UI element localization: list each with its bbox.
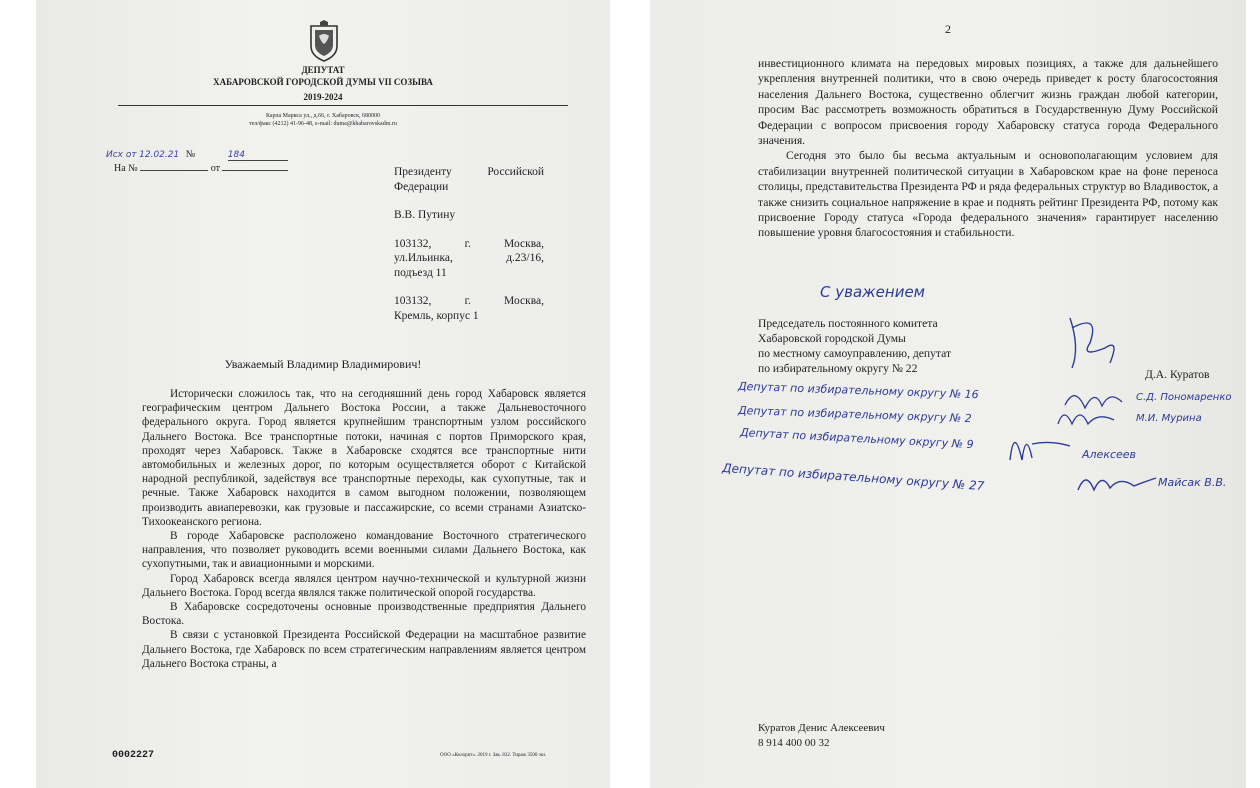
cosigner-1-role: Депутат по избирательному округу № 16	[737, 379, 979, 402]
cosigner-4-role: Депутат по избирательному округу № 27	[721, 460, 985, 494]
letterhead-years: 2019-2024	[303, 92, 343, 102]
cosigner-2-name: М.И. Мурина	[1136, 413, 1202, 424]
letter-body-page2	[758, 56, 1218, 241]
recipient-addr1-line3: подъезд 11	[394, 266, 447, 279]
ref-no-label: №	[185, 149, 196, 160]
letterhead-contacts: тел/факс (4212) 41-96-48, e-mail: duma@khabarovskadm.ru	[249, 121, 397, 127]
letter-page-2	[650, 0, 1246, 788]
paragraph: инвестиционного климата на передовых мировых позициях, а также для дальнейшего укрепления внутренней политики, что в свою очередь приведет к росту благосостояния населения Дальнего Востока, существенно облегчит жизнь граждан любой категории, просим Вас рассмотреть возможность обратиться в Государственную Думу Российской Федерации с вопросом присвоения городу Хабаровску статуса города Федерального значения.	[758, 57, 1218, 148]
recipient-addr1-line2: ул.Ильинка, д.23/16,	[394, 252, 544, 264]
paragraph: В Хабаровске сосредоточены основные производственные предприятия Дальнего Востока.	[142, 601, 586, 628]
recipient-name: В.В. Путину	[394, 209, 456, 221]
letterhead-title-2: ХАБАРОВСКОЙ ГОРОДСКОЙ ДУМЫ VII СОЗЫВА	[213, 77, 433, 87]
cosigner-3-name: Алексеев	[1082, 448, 1137, 461]
printer-note: ООО «Колорит». 2019 г. Зак. 832. Тираж 3500 экз.	[440, 753, 547, 758]
signature-cosigner-3	[1000, 420, 1080, 468]
paragraph: Сегодня это было бы весьма актуальным и основополагающим условием для стабилизации внутренней политической ситуации в Хабаровском крае на фоне переноса столицы, представительства Президента РФ и ряда федеральных структур во Владивосток, а также снизить социальное напряжение в крае и поднять рейтинг Президента РФ, потому как присвоение Городу статуса «Города федерального значения» гарантирует населению повышение уровня благосостояния и стабильности.	[758, 149, 1218, 240]
letter-body-page1	[142, 387, 586, 671]
recipient-line1: Президенту Российской	[394, 166, 544, 178]
ref-date: 12.02.21	[139, 150, 180, 160]
signatory-line1: Председатель постоянного комитета	[758, 317, 938, 330]
cosigner-4-name: Майсак В.В.	[1158, 476, 1227, 489]
paragraph: В связи с установкой Президента Российской Федерации на масштабное развитие Дальнего Востока, где Хабаровск по всем стратегическим направлениям является центром Дальнего Востока страны, а	[142, 629, 586, 670]
serial-number: 0002227	[112, 750, 155, 761]
letter-page-1	[36, 0, 610, 788]
recipient-addr1-line1: 103132, г. Москва,	[394, 237, 544, 250]
cosigner-1-name: С.Д. Пономаренко	[1136, 392, 1232, 403]
cosigner-2-role: Депутат по избирательному округу № 2	[737, 403, 972, 426]
signatory-block	[758, 316, 951, 376]
letterhead-rule	[118, 105, 568, 106]
closing-handwritten: С уважением	[820, 283, 925, 301]
recipient-line2: Федерации	[394, 180, 449, 193]
paragraph: Исторически сложилось так, что на сегодняшний день город Хабаровск является географическим центром Дальнего Востока России, а также Дальневосточного федерального округа. Город является крупнейшим транспортным узлом российского Дальнего Востока. Все транспортные потоки, начиная с портов Приморского края, проходят через Хабаровск. Также в Хабаровске сходятся все транспортные нити автомобильных и железных дорог, по которым осуществляется оборот с Китайской народной республикой, задействуя все транспортные переходы, как сухопутные, так и речные. Также Хабаровск находится в самом выгодном положении, позволяющем производить авиаперевозки, как грузовые и пассажирские, со всеми странами Азиатско-Тихоокеанского региона.	[142, 388, 586, 528]
recipient-addr2-line2: Кремль, корпус 1	[394, 309, 479, 322]
outgoing-ref	[106, 149, 288, 161]
incoming-ref	[114, 163, 288, 174]
coat-of-arms-icon	[307, 20, 341, 62]
paragraph: В городе Хабаровске расположено командование Восточного стратегического направления, что позволяет руководить всеми военными силами Дальнего Востока, как сухопутными, так и авиационными и морскими.	[142, 530, 586, 571]
ot-label: от	[210, 163, 220, 174]
greeting: Уважаемый Владимир Владимирович!	[224, 357, 422, 371]
letterhead-title-1: ДЕПУТАТ	[301, 65, 345, 75]
page-number: 2	[945, 22, 951, 36]
recipient-addr2-line1: 103132, г. Москва,	[394, 295, 544, 307]
recipient-block	[394, 165, 544, 323]
signatory-line2: Хабаровской городской Думы	[758, 332, 906, 345]
cosigner-3-role: Депутат по избирательному округу № 9	[739, 425, 974, 452]
paragraph: Город Хабаровск всегда являлся центром научно-технической и культурной жизни Дальнего Востока. Город всегда являлся также политической опорой государства.	[142, 572, 586, 599]
signatory-line3: по местному самоуправлению, депутат	[758, 347, 952, 360]
signature-kuratov	[1050, 308, 1130, 378]
ref-number: 184	[228, 150, 288, 161]
na-label: На №	[114, 163, 138, 174]
signatory-line4: по избирательному округу № 22	[758, 362, 918, 375]
contact-name: Куратов Денис Алексеевич	[758, 722, 885, 734]
signatory-name: Д.А. Куратов	[1145, 368, 1210, 381]
letterhead-address: Карла Маркса ул., д.66, г. Хабаровск, 680000	[266, 113, 380, 119]
ref-prefix: Исх от	[106, 150, 137, 160]
contact-phone: 8 914 400 00 32	[758, 737, 830, 749]
signature-cosigner-4	[1074, 466, 1160, 496]
